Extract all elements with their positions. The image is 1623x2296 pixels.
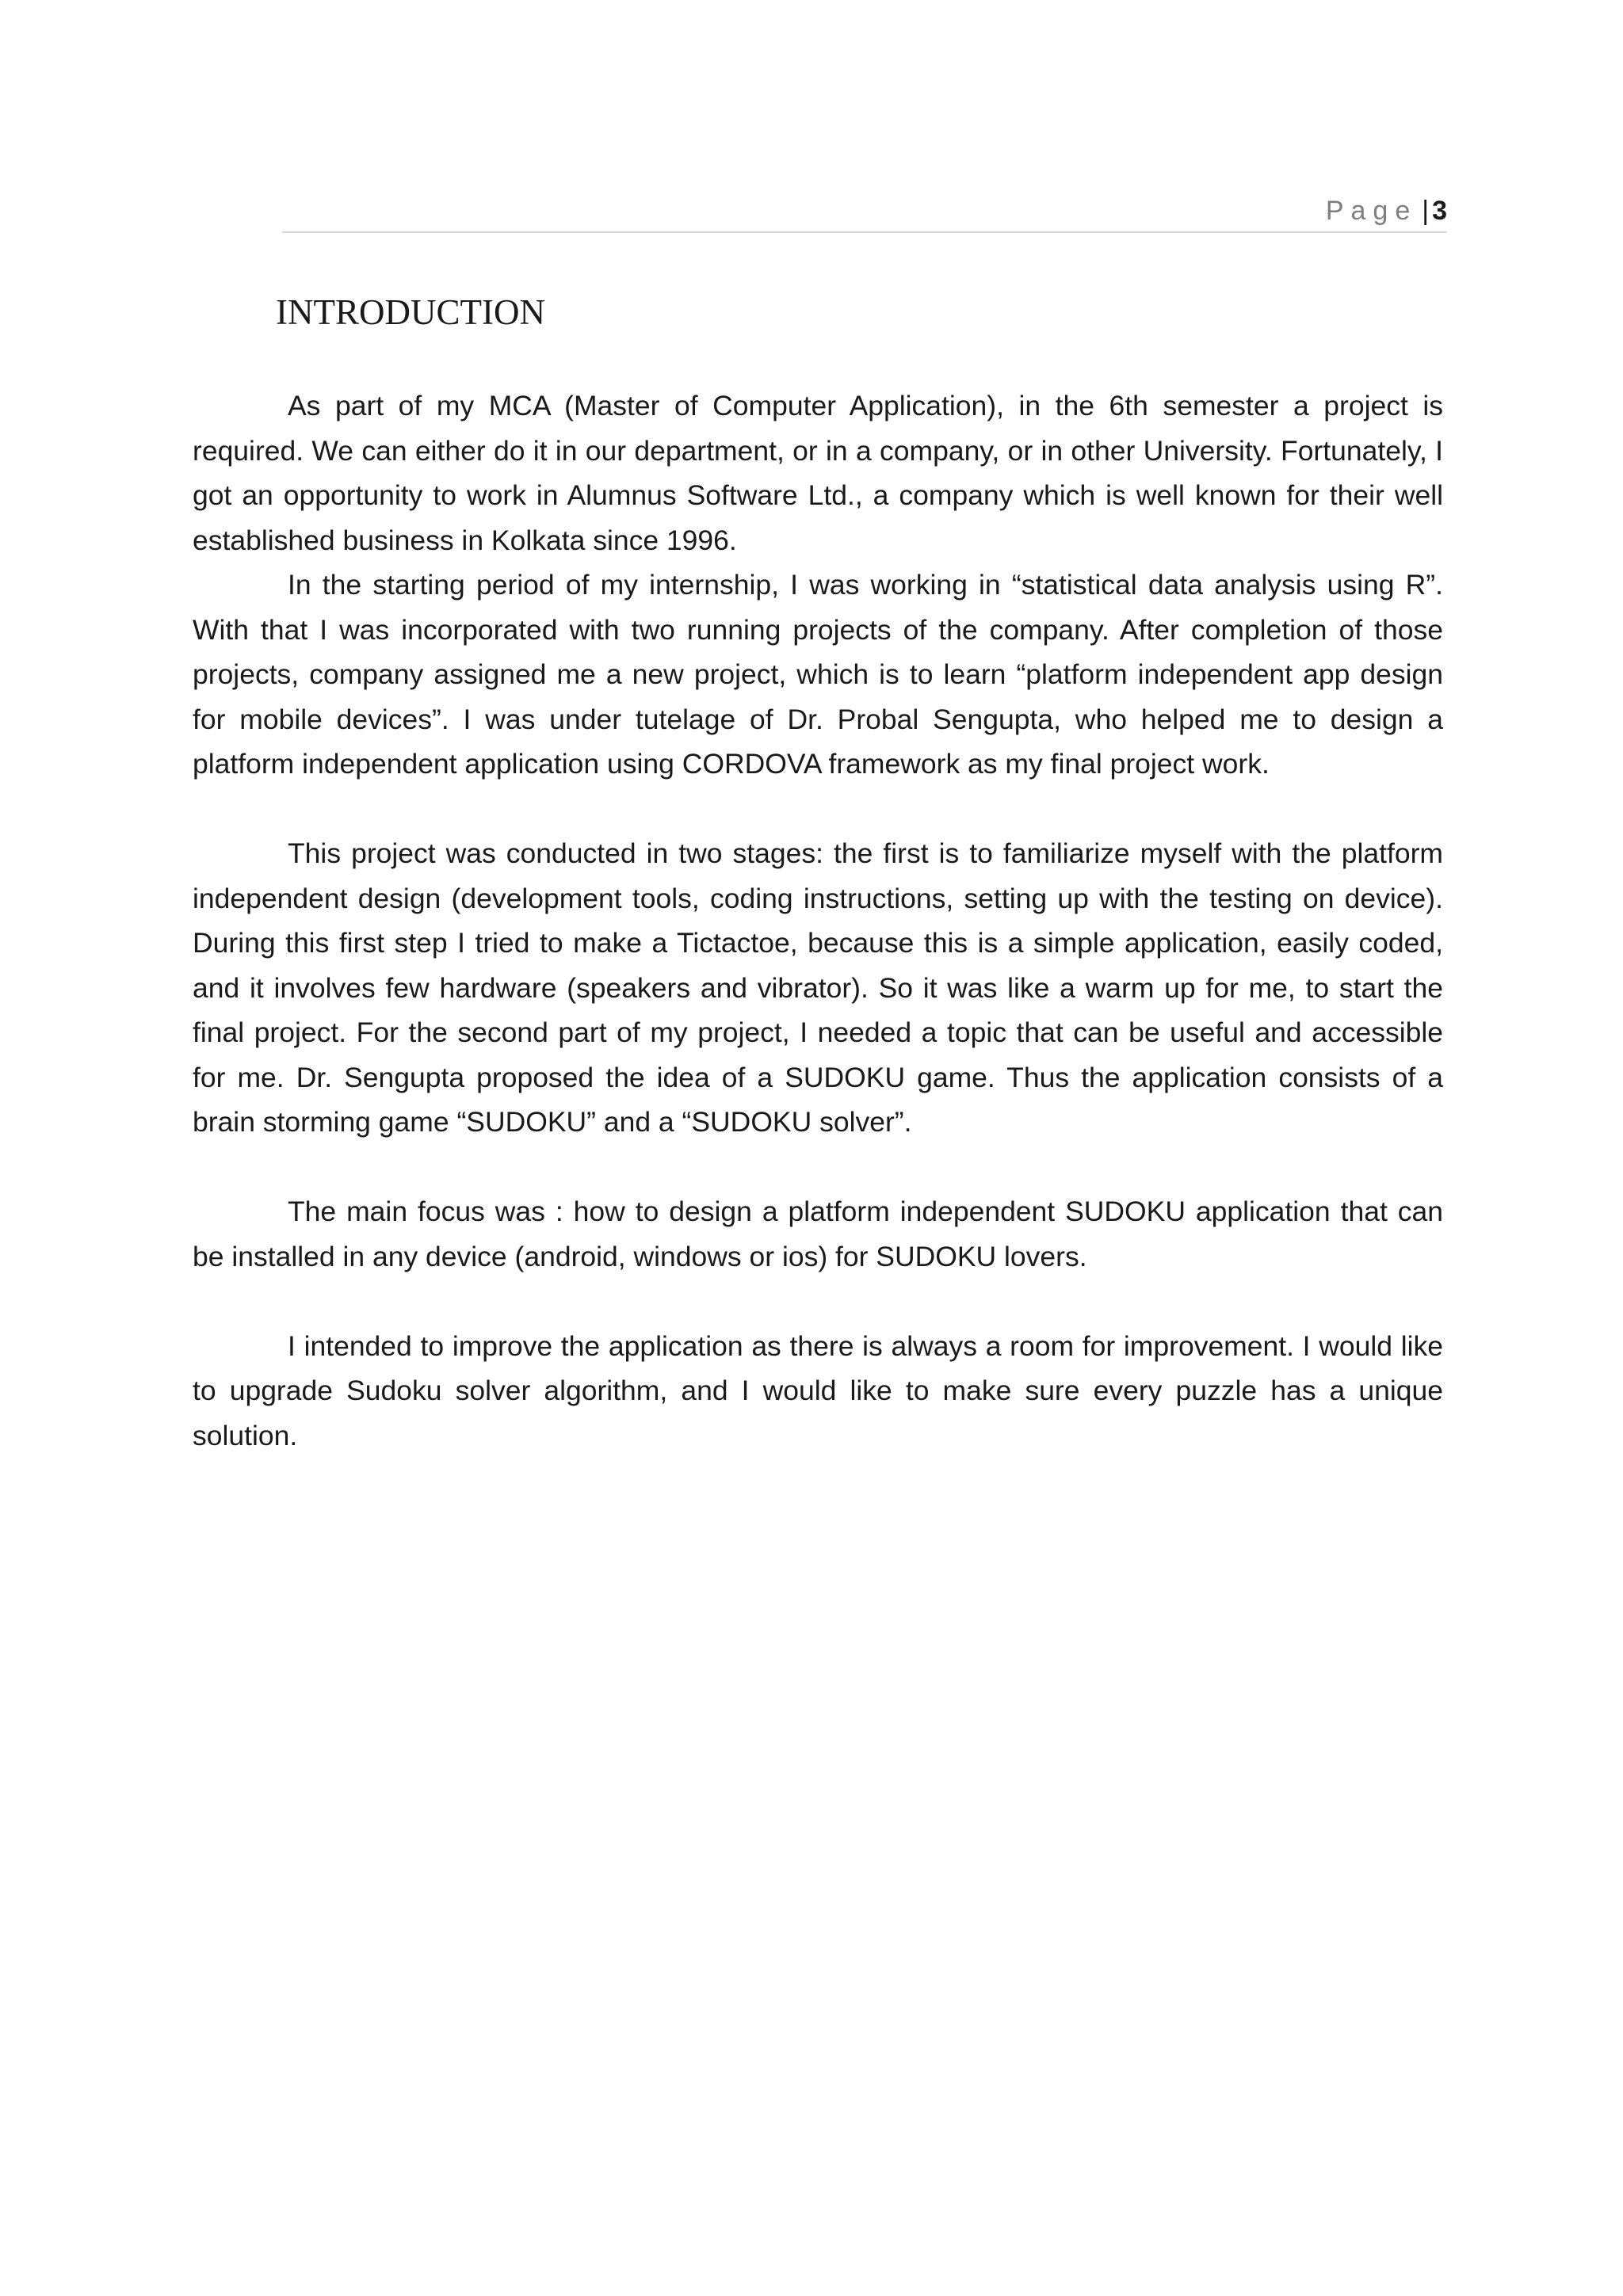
- paragraph-future-improvements: I intended to improve the application as there is always a room for improvement. I would like to upgrade Sudoku solver algorithm, and I would like to make sure every puzzle has a unique solution.: [193, 1329, 1443, 1451]
- page-separator: |: [1422, 196, 1430, 226]
- page-label: Page: [1325, 196, 1418, 226]
- paragraph-project-stages: This project was conducted in two stages: the first is to familiarize myself with the platform independent design (development tools, coding instructions, setting up with the testing on device). During this first step I tried to make a Tictactoe, because this is a simple application, easily coded, and it involves few hardware (speakers and vibrator). So it was like a warm up for me, to start the final project. For the second part of my project, I needed a topic that can be useful and accessible for me. Dr. Sengupta proposed the idea of a SUDOKU game. Thus the application consists of a brain storming game “SUDOKU” and a “SUDOKU solver”.: [193, 837, 1443, 1138]
- page-header: [282, 190, 1447, 233]
- paragraph-main-focus: The main focus was : how to design a platform independent SUDOKU application that can be installed in any device (android, windows or ios) for SUDOKU lovers.: [193, 1196, 1443, 1272]
- body-text: [193, 383, 1443, 1458]
- section-title: INTRODUCTION: [276, 292, 545, 332]
- paragraph-program-overview: As part of my MCA (Master of Computer Application), in the 6th semester a project is required. We can either do it in our department, or in a company, or in other University. Fortunately, I got an opportunity to work in Alumnus Software Ltd., a company which is well known for their well established business in Kolkata since 1996.: [193, 390, 1443, 556]
- page-number: 3: [1432, 196, 1447, 226]
- paragraph-internship-start: In the starting period of my internship, I was working in “statistical data analysis using R”. With that I was incorporated with two running projects of the company. After completion of those projects, company assigned me a new project, which is to learn “platform independent app design for mobile devices”. I was under tutelage of Dr. Probal Sengupta, who helped me to design a platform independent application using CORDOVA framework as my final project work.: [193, 569, 1443, 780]
